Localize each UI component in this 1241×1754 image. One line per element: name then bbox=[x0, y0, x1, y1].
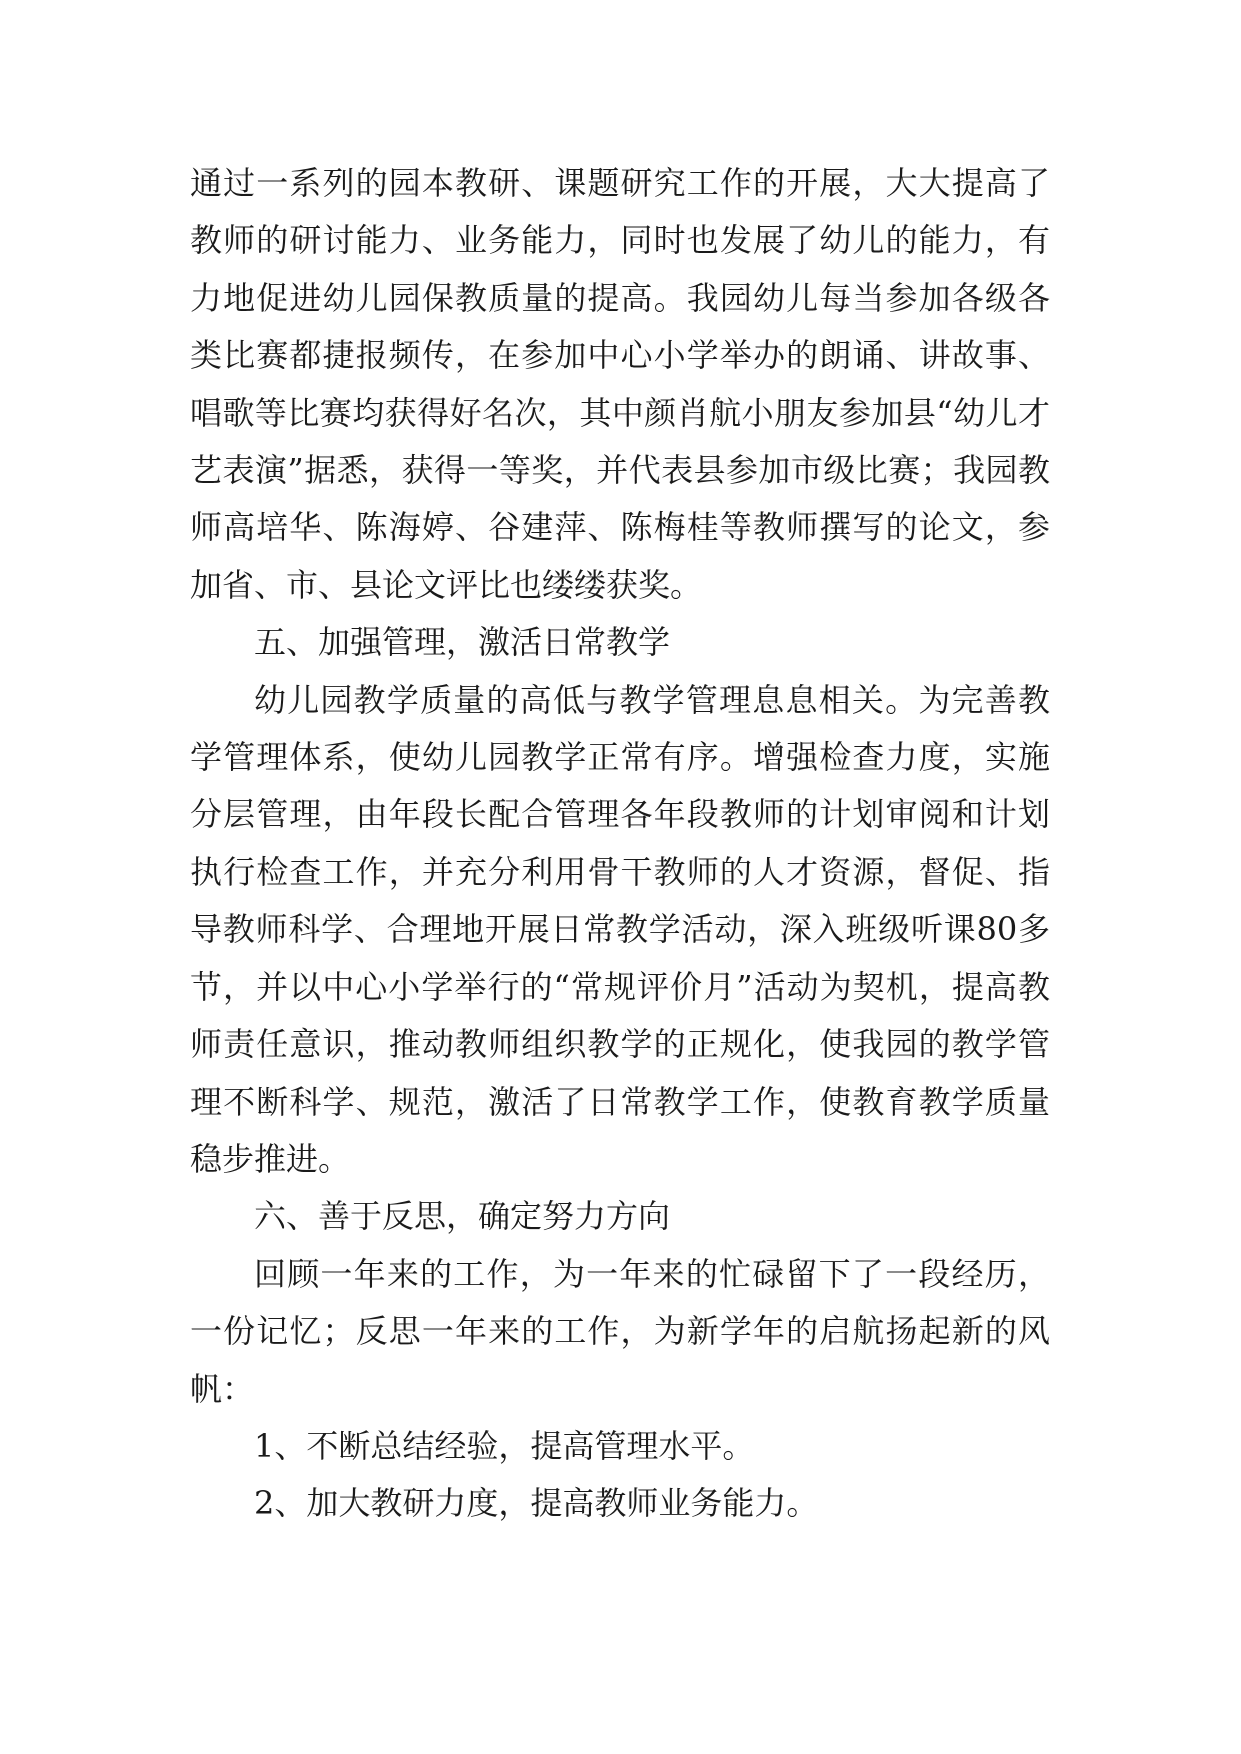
paragraph-reflection: 回顾一年来的工作，为一年来的忙碌留下了一段经历，一份记忆；反思一年来的工作，为新学年的启航扬起新的风帆： bbox=[190, 1254, 1050, 1408]
section-heading-management: 五、加强管理，激活日常教学 bbox=[254, 623, 671, 662]
list-item-summarize-experience: 1、不断总结经验，提高管理水平。 bbox=[254, 1426, 755, 1465]
paragraph-research-results: 通过一系列的园本教研、课题研究工作的开展，大大提高了教师的研讨能力、业务能力，同时也发展了幼儿的能力，有力地促进幼儿园保教质量的提高。我园幼儿每当参加各级各类比赛都捷报频传，在参加中心小学举办的朗诵、讲故事、唱歌等比赛均获得好名次，其中颜肖航小朋友参加县“幼儿才艺表演”据悉，获得一等奖，并代表县参加市级比赛；我园教师高培华、陈海婷、谷建萍、陈梅桂等教师撰写的论文，参加省、市、县论文评比也缕缕获奖。 bbox=[190, 164, 1050, 604]
list-item-strengthen-research: 2、加大教研力度，提高教师业务能力。 bbox=[254, 1484, 819, 1523]
section-heading-reflection: 六、善于反思，确定努力方向 bbox=[254, 1197, 671, 1236]
document-body bbox=[190, 155, 1050, 1533]
paragraph-teaching-management: 幼儿园教学质量的高低与教学管理息息相关。为完善教学管理体系，使幼儿园教学正常有序。增强检查力度，实施分层管理，由年段长配合管理各年段教师的计划审阅和计划执行检查工作，并充分利用骨干教师的人才资源，督促、指导教师科学、合理地开展日常教学活动，深入班级听课80多节，并以中心小学举行的“常规评价月”活动为契机，提高教师责任意识，推动教师组织教学的正规化，使我园的教学管理不断科学、规范，激活了日常教学工作，使教育教学质量稳步推进。 bbox=[190, 680, 1050, 1178]
